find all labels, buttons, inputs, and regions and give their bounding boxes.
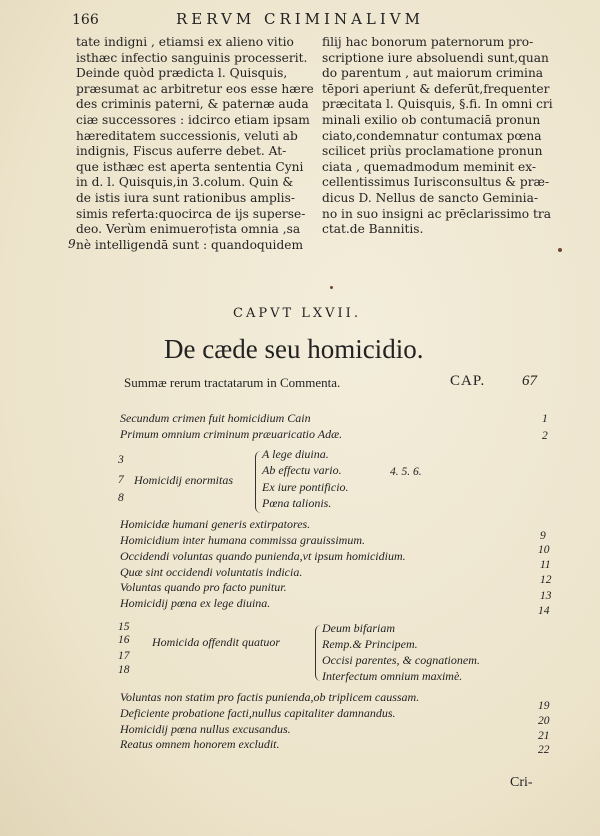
summary-item: Homicidium inter humana commissa grauissimum.	[120, 533, 365, 547]
catchword: Cri-	[510, 775, 533, 790]
summary-number: 22	[538, 744, 550, 756]
text-line: isthæc infectio sanguinis processerit.	[76, 50, 308, 65]
text-line: in d. l. Quisquis,in 3.colum. Quin &	[76, 175, 294, 190]
summary-item: Occidendi voluntas quando punienda,vt ipsum homicidium.	[120, 549, 406, 563]
text-line: de istis iura sunt rationibus amplis-	[76, 190, 295, 205]
summary-number: 13	[540, 590, 552, 602]
summary-item: Interfectum omnium maximè.	[322, 669, 463, 683]
text-line: tate indigni , etiamsi ex alieno vitio	[76, 35, 294, 49]
curly-brace	[315, 625, 322, 681]
ink-spot	[558, 248, 562, 252]
text-line: ciato,condemnatur contumax pœna	[322, 128, 542, 143]
text-line: tēpori aperiunt & deferūt,frequenter	[322, 81, 550, 96]
summary-number: 7	[118, 474, 124, 486]
summary-item: Deficiente probatione facti,nullus capitaliter damnandus.	[120, 706, 396, 720]
summary-item: Primum omnium criminum præuaricatio Adæ.	[120, 427, 343, 441]
text-line: simis referta:quocirca de ijs superse-	[76, 206, 306, 221]
text-line: deo. Verùm enimuero†ista omnia ,sa	[76, 222, 301, 237]
text-line: minali exilio ob contumaciā pronun	[322, 112, 541, 127]
summary-item: Homicidij pœna nullus excusandus.	[120, 722, 291, 736]
cap-label: CAP.	[450, 373, 486, 389]
summary-number: 21	[538, 730, 550, 742]
summary-item: Homicidij pœna ex lege diuina.	[120, 596, 271, 610]
text-line: ctat.de Bannitis.	[322, 222, 424, 237]
summary-label: Homicidij enormitas	[134, 473, 233, 487]
right-text-column	[322, 35, 552, 238]
summary-number: 10	[538, 544, 550, 556]
text-line: ciæ successores : idcirco etiam ipsam	[76, 112, 310, 127]
summary-number: 4. 5. 6.	[390, 466, 422, 478]
summary-item: Ex iure pontificio.	[262, 480, 349, 494]
text-line: scriptione iure absoluendi sunt,quan	[322, 50, 549, 65]
ink-spot	[330, 286, 333, 289]
summary-number: 15	[118, 621, 130, 633]
summary-number: 3	[118, 454, 124, 466]
summary-item: Quæ sint occidendi voluntatis indicia.	[120, 565, 303, 579]
page-number: 166	[72, 12, 99, 28]
summary-number: 17	[118, 650, 130, 662]
summary-number: 19	[538, 700, 550, 712]
text-line: hæreditatem successionis, veluti ab	[76, 128, 298, 143]
summary-number: 14	[538, 605, 550, 617]
summary-number: 8	[118, 492, 124, 504]
running-title: RERVM CRIMINALIVM	[176, 10, 424, 28]
margin-note: 9	[68, 237, 76, 251]
text-line: nè intelligendā sunt : quandoquidem	[76, 237, 304, 252]
text-line: ciata , quemadmodum meminit ex-	[322, 159, 536, 174]
summary-item: Deum bifariam	[322, 621, 395, 635]
summary-item: A lege diuina.	[262, 447, 329, 461]
summary-number: 16	[118, 634, 130, 646]
summary-number: 18	[118, 664, 130, 676]
left-text-column	[76, 35, 314, 253]
summary-item: Pœna talionis.	[262, 496, 332, 510]
text-line: des criminis paterni, & paternæ auda	[76, 97, 309, 112]
text-line: do parentum , aut maiorum crimina	[322, 66, 544, 81]
summary-number: 12	[540, 574, 552, 586]
text-line: Deinde quòd prædicta l. Quisquis,	[76, 66, 288, 81]
cap-number: 67	[522, 373, 537, 389]
summary-number: 20	[538, 715, 550, 727]
text-line: que isthæc est aperta sententia Cyni	[76, 159, 304, 174]
summary-item: Occisi parentes, & cognationem.	[322, 653, 480, 667]
chapter-title: De cæde seu homicidio.	[164, 334, 424, 364]
curly-brace	[255, 451, 262, 513]
summary-item: Homicidæ humani generis extirpatores.	[120, 517, 311, 531]
summary-item: Secundum crimen fuit homicidium Cain	[120, 411, 311, 425]
text-line: no in suo insigni ac prēclarissimo tra	[322, 206, 552, 221]
chapter-number: CAPVT LXVII.	[233, 306, 361, 321]
text-line: scilicet priùs proclamatione pronun	[322, 144, 543, 159]
summary-label: Homicida offendit quatuor	[152, 635, 280, 649]
summary-item: Voluntas non statim pro factis punienda,ob triplicem caussam.	[120, 690, 420, 704]
text-line: præcitata l. Quisquis, §.fi. In omni cri	[322, 97, 553, 112]
summary-heading: Summæ rerum tractatarum in Commenta.	[124, 375, 341, 390]
text-line: indignis, Fiscus auferre debet. At-	[76, 144, 287, 159]
summary-item: Reatus omnem honorem excludit.	[120, 737, 280, 751]
summary-number: 2	[542, 430, 548, 442]
summary-number: 1	[542, 413, 548, 425]
text-line: filij hac bonorum paternorum pro-	[322, 35, 534, 49]
summary-number: 9	[540, 530, 546, 542]
summary-number: 11	[540, 559, 551, 571]
summary-item: Remp.& Principem.	[322, 637, 418, 651]
summary-item: Voluntas quando pro facto punitur.	[120, 580, 287, 594]
text-line: cellentissimus Iurisconsultus & præ-	[322, 175, 550, 190]
summary-item: Ab effectu vario.	[262, 463, 342, 477]
text-line: præsumat ac arbitretur eos esse hære	[76, 81, 314, 96]
text-line: dicus D. Nellus de sancto Geminia-	[322, 190, 538, 205]
